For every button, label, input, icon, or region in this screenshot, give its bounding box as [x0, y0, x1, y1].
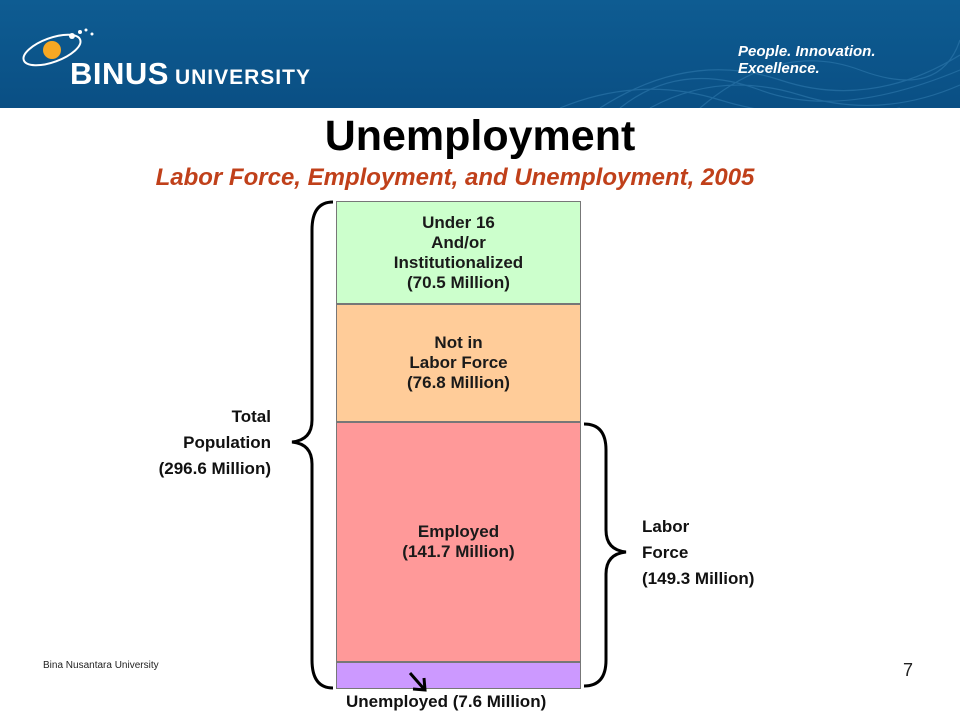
segment-employed — [336, 422, 581, 662]
total-population-label: Total Population (296.6 Million) — [158, 407, 271, 478]
logo-word: BINUS — [70, 56, 169, 91]
slide-subtitle: Labor Force, Employment, and Unemployment, 2005 — [155, 164, 755, 191]
labor-force-label: Labor Force (149.3 Million) — [642, 517, 755, 588]
footer-institution: Bina Nusantara University — [43, 660, 159, 671]
header-banner — [0, 0, 960, 108]
segment-employed-label: Employed (141.7 Million) — [402, 522, 515, 561]
segment-unemployed — [336, 662, 581, 689]
segment-not-in-labor-force-label: Not in Labor Force (76.8 Million) — [407, 333, 510, 392]
tagline: People. Innovation. Excellence. — [738, 43, 876, 77]
unemployed-label: Unemployed (7.6 Million) — [346, 692, 547, 711]
slide-title: Unemployment — [324, 112, 636, 160]
segment-under16 — [336, 201, 581, 304]
page-number: 7 — [903, 660, 914, 680]
segment-under16-label: Under 16 And/or Institutionalized (70.5 Million) — [393, 212, 524, 292]
logo-wordmark — [70, 56, 311, 92]
segment-not-in-labor-force — [336, 304, 581, 422]
total-population-brace — [292, 202, 333, 688]
labor-force-brace — [584, 424, 626, 686]
logo-sub: UNIVERSITY — [174, 66, 311, 89]
